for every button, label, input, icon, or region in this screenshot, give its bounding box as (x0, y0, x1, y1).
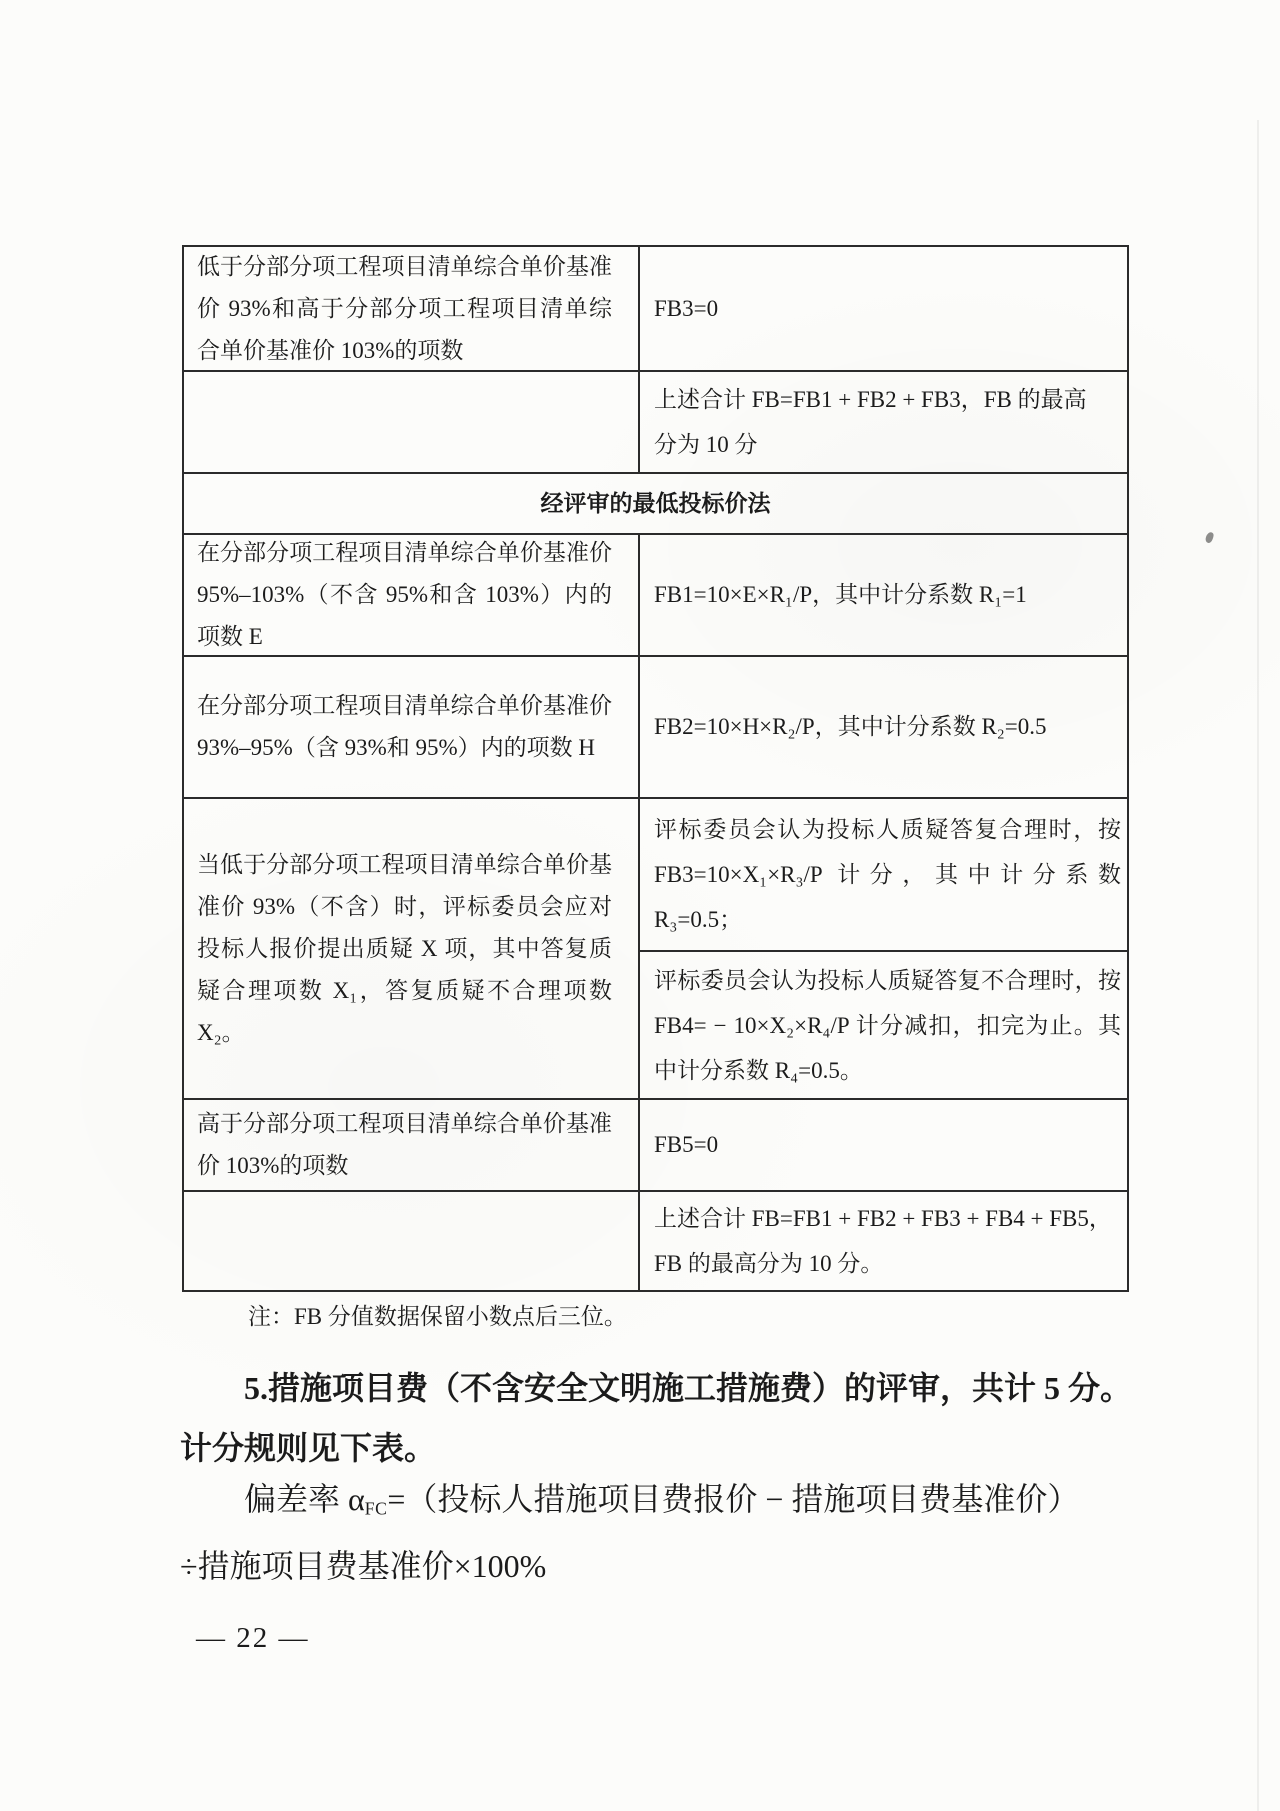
empty-cell (184, 1192, 640, 1290)
section-header-lowest-evaluated-bid-method: 经评审的最低投标价法 (184, 474, 1127, 535)
formula-fb1: FB1=10×E×R₁/P，其中计分系数 R₁=1 (640, 535, 1127, 657)
empty-cell (184, 372, 640, 474)
subtotal2-line2: FB 的最高分为 10 分。 (654, 1251, 884, 1276)
deviation-rate-line1 (180, 1470, 1170, 1537)
subtotal2-line1: 上述合计 FB=FB1 + FB2 + FB3 + FB4 + FB5， (654, 1206, 1112, 1231)
table-footnote: 注：FB 分值数据保留小数点后三位。 (248, 1304, 627, 1329)
formula-subscript-fc: FC (364, 1498, 388, 1519)
formula-prefix: 偏差率 α (244, 1481, 365, 1517)
scan-speck (1204, 531, 1214, 544)
bid-evaluation-score-table (182, 245, 1129, 1292)
page-number: — 22 — (196, 1622, 310, 1654)
scan-edge-line (1257, 120, 1259, 1811)
criteria-above103: 高于分部分项工程项目清单综合单价基准价 103%的项数 (184, 1100, 640, 1192)
formula-body: =（投标人措施项目费报价 − 措施项目费基准价） (387, 1481, 1080, 1517)
subtotal1-line2: 分为 10 分 (654, 432, 758, 457)
measure-fee-line2: 计分规则见下表。 (180, 1430, 437, 1466)
deviation-rate-formula (180, 1470, 1170, 1595)
criteria-93-95-count-h: 在分部分项工程项目清单综合单价基准价 93%–95%（含 93%和 95%）内的项数 H (184, 657, 640, 799)
measure-fee-line1: 5.措施项目费（不含安全文明施工措施费）的评审，共计 5 分。 (244, 1370, 1133, 1406)
formula-fb3-zero: FB3=0 (640, 247, 1127, 372)
criteria-below93-query: 当低于分部分项工程项目清单综合单价基准价 93%（不含）时，评标委员会应对投标人报价提出质疑 X 项，其中答复质疑合理项数 X₁，答复质疑不合理项数 X₂。 (184, 799, 640, 1100)
formula-fb4-unreasonable: 评标委员会认为投标人质疑答复不合理时，按 FB4= − 10×X₂×R₄/P 计分减扣，扣完为止。其中计分系数 R₄=0.5。 (640, 952, 1127, 1100)
criteria-below93-above103: 低于分部分项工程项目清单综合单价基准价 93%和高于分部分项工程项目清单综合单价基准价 103%的项数 (184, 247, 640, 372)
subtotal1-line1: 上述合计 FB=FB1 + FB2 + FB3，FB 的最高 (654, 387, 1087, 412)
paragraph-measure-fee-review (180, 1358, 1148, 1478)
deviation-rate-line2: ÷措施项目费基准价×100% (180, 1548, 547, 1585)
formula-fb-subtotal-1 (640, 372, 1127, 474)
criteria-95-103-count-e: 在分部分项工程项目清单综合单价基准价 95%–103%（不含 95%和含 103%）内的项数 E (184, 535, 640, 657)
formula-fb-subtotal-2 (640, 1192, 1127, 1290)
formula-fb2: FB2=10×H×R₂/P，其中计分系数 R₂=0.5 (640, 657, 1127, 799)
formula-fb5-zero: FB5=0 (640, 1100, 1127, 1192)
formula-fb3-reasonable: 评标委员会认为投标人质疑答复合理时，按 FB3=10×X₁×R₃/P 计分，其中计分系数 R₃=0.5； (640, 799, 1127, 952)
